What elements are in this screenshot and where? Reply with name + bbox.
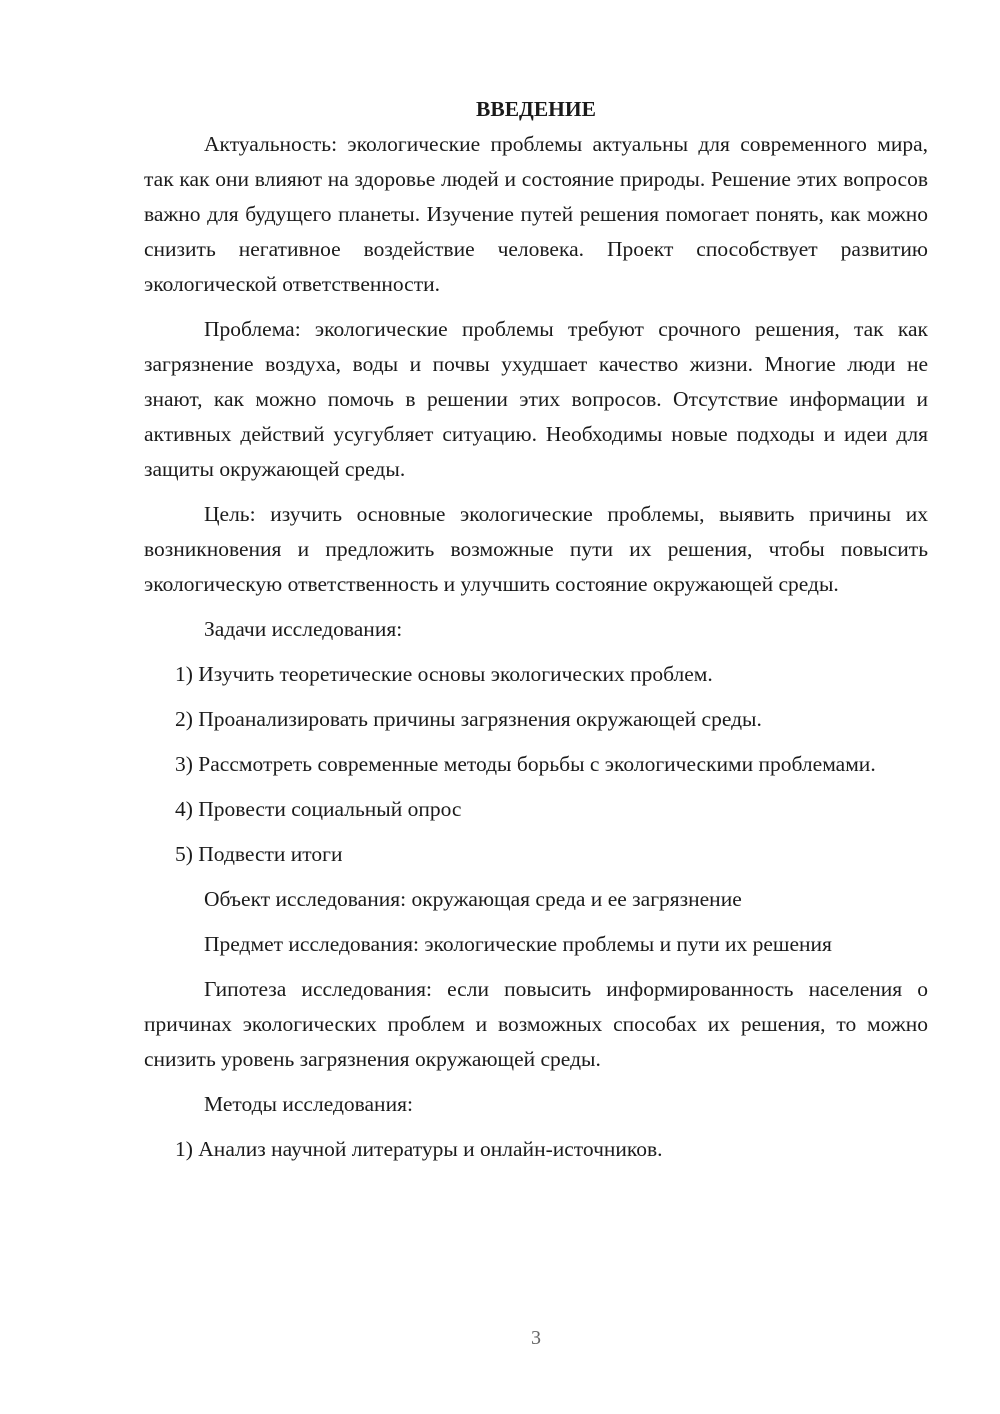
task-item: 2) Проанализировать причины загрязнения окружающей среды. bbox=[175, 707, 762, 731]
object-paragraph: Объект исследования: окружающая среда и ее загрязнение bbox=[204, 887, 742, 911]
task-item: 3) Рассмотреть современные методы борьбы с экологическими проблемами. bbox=[175, 752, 876, 776]
task-item: 1) Изучить теоретические основы экологических проблем. bbox=[175, 662, 713, 686]
hypothesis-paragraph: Гипотеза исследования: если повысить информированность населения о причинах экологических проблем и возможных способах их решения, то можно снизить уровень загрязнения окружающей среды. bbox=[144, 977, 928, 1071]
goal-paragraph: Цель: изучить основные экологические проблемы, выявить причины их возникновения и предложить возможные пути их решения, чтобы повысить экологическую ответственность и улучшить состояние окружающей среды. bbox=[144, 502, 928, 596]
problem-paragraph: Проблема: экологические проблемы требуют срочного решения, так как загрязнение воздуха, воды и почвы ухудшает качество жизни. Многие люди не знают, как можно помочь в решении этих вопросов. Отсутствие информации и активных действий усугубляет ситуацию. Необходимы новые подходы и идеи для защиты окружающей среды. bbox=[144, 317, 928, 481]
tasks-heading: Задачи исследования: bbox=[204, 617, 403, 641]
document-page bbox=[144, 92, 928, 1167]
task-item: 4) Провести социальный опрос bbox=[175, 797, 462, 821]
task-item: 5) Подвести итоги bbox=[175, 842, 343, 866]
page-number: 3 bbox=[531, 1327, 541, 1349]
subject-paragraph: Предмет исследования: экологические проблемы и пути их решения bbox=[204, 932, 832, 956]
method-item: 1) Анализ научной литературы и онлайн-источников. bbox=[175, 1137, 663, 1161]
section-heading: ВВЕДЕНИЕ bbox=[476, 97, 596, 121]
relevance-paragraph: Актуальность: экологические проблемы актуальны для современного мира, так как они влияют на здоровье людей и состояние природы. Решение этих вопросов важно для будущего планеты. Изучение путей решения помогает понять, как можно снизить негативное воздействие человека. Проект способствует развитию экологической ответственности. bbox=[144, 132, 928, 296]
methods-heading: Методы исследования: bbox=[204, 1092, 413, 1116]
